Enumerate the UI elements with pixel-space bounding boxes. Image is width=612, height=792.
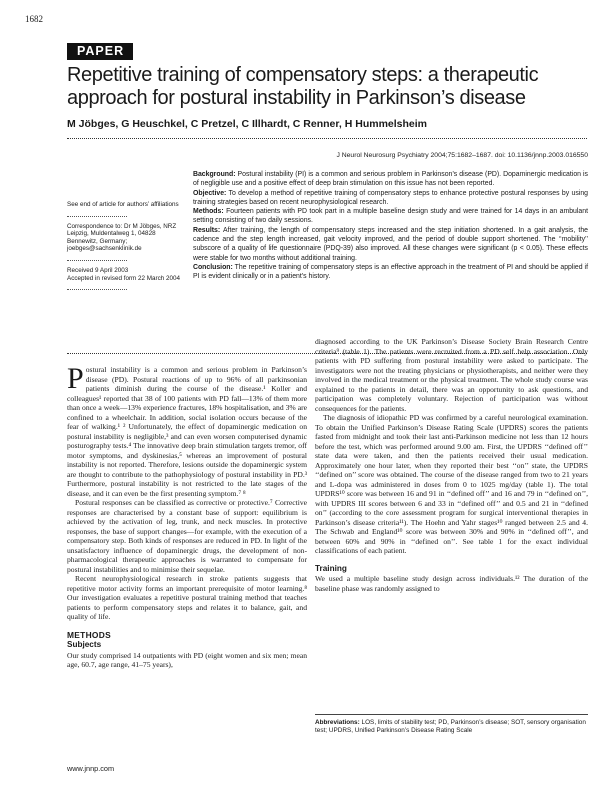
paragraph: We used a multiple baseline study design across individuals.¹² The duration of the baseline phase was randomly assigned to [315,574,588,593]
abbreviations-text: LOS, limits of stability test; PD, Parkinson’s disease; SOT, sensory organisation test; UPDRS, Unified Parkinson’s Disease Rating Scale [315,719,586,734]
abstract-results-label: Results: [193,226,221,234]
sidebar-divider [67,216,127,217]
paragraph: ostural instability is a common and serious problem in Parkinson’s disease (PD). Postural reactions of up to 96% of all parkinsonian patients diminish during the course of the disease.¹ Koller and colleagues¹ reported that 38 of 100 patients with PD fall—13% of them more than once a week—13% experience fractures, 18% hospitalisation, and 3% are confined to a wheelchair. In addition, social isolation occurs because of the fear of walking.¹ ² Unfortunately, the effect of dopaminergic medication on postural instability is negligible,³ and can even worsen computerised dynamic posturography tests.⁴ The innovative deep brain stimulation targets tremor, off motor symptoms, and dyskinesias,⁵ whereas an improvement of postural instability is not reported. Therefore, lesions outside the dopaminergic system are thought to contribute to the pathophysiology of postural instability in PD.³ Furthermore, postural instability is not restricted to the late stages of the disease, and it can even be the first presenting symptom.⁷ ⁸ [67,365,307,498]
article-sidebar [67,201,185,290]
affiliations-note: See end of article for authors’ affiliations [67,201,179,208]
body-column-left [67,362,307,670]
subsection-heading-subjects: Subjects [67,640,102,649]
correspondence-address: Correspondence to: Dr M Jöbges, NRZ Leipzig, Muldentalweg 1, 04828 Bennewitz, Germany; joebges@sachsenklinik.de [67,222,177,253]
citation-line: J Neurol Neurosurg Psychiatry 2004;75:1682–1687. doi: 10.1136/jnnp.2003.016550 [336,152,588,159]
abstract-objective-label: Objective: [193,189,227,197]
abstract-results [193,226,588,263]
abstract-results-text: After training, the length of compensatory steps increased and the step initiation shortened. In a gait analysis, the cadence and the step length increased, gait velocity improved, and the period of double support shortened. The ‘‘mobility’’ subscore of a quality of life questionnaire (PDQ-39) also improved. All these changes were significant (p < 0.05). These effects were stable for two months without additional training. [193,226,588,262]
abbreviations-rule [315,714,588,715]
body-column-right [315,337,588,593]
paragraph: The diagnosis of idiopathic PD was confirmed by a careful neurological examination. To obtain the Unified Parkinson’s Disease Rating Scale (UPDRS) scores the patients fasted from midnight and took their last anti-Parkinson medicine not less than 12 hours before the test, which was performed around 9.00 am. First, the UPDRS ‘‘defined off’’ state data were taken, and then the patients received their usual medication. Approximately one hour later, when they reported their best ‘‘on’’ state, the UPDRS ‘‘defined on’’ score was obtained. The course of the disease ranged from two to 21 years and L-dopa was administered in doses from 0 to 1025 mg/day (table 1). The total UPDRS¹⁰ score was between 16 and 91 in ‘‘defined off’’ and 16 and 79 in ‘‘defined on’’, with UPDRS III scores between 6 and 33 in ‘‘defined off’’ and 0.5 and 21 in ‘‘defined on’’ (according to the core assessment program for surgical interventional therapies in Parkinson’s disease criteria¹¹). The Hoehn and Yahr stages¹⁰ ranged between 2.5 and 4. The Schwab and England¹⁰ score was between 30% and 90% in ‘‘defined off’’, and between 60% and 90% in ‘‘defined on’’. See table 1 for the exact individual classifications of each patient. [315,413,588,555]
drop-cap: P [67,362,84,395]
abstract-objective [193,189,588,208]
paragraph: Our study comprised 14 outpatients with PD (eight women and six men; mean age, 60.7, age range, 41–75 years), [67,650,307,669]
paragraph: Recent neurophysiological research in stroke patients suggests that repetitive motor activity forms an important prerequisite of motor learning.⁸ Our investigation evaluates a repetitive postural training method that teaches patients to perform compensatory steps and relates it to balance, gait, and quality of life. [67,574,307,621]
author-list: M Jöbges, G Heuschkel, C Pretzel, C Illhardt, C Renner, H Hummelsheim [67,118,428,130]
paragraph: diagnosed according to the UK Parkinson’s Disease Society Brain Research Centre criteria⁹ (table 1). The patients were recruited from a PD self help association. Only patients with PD suffering from postural instability were asked to participate. The investigators were not the treating physicians or physiotherapists, and neither were they involved in the medical treatment or the physical treatment. The whole study course was explained to the patients in detail, there was an opportunity to ask questions, and participation was completely voluntary. Rejection of participation was without consequences for the patients. [315,337,588,413]
title-divider [67,138,587,139]
abstract-conclusion [193,263,588,282]
abstract [193,170,588,282]
accepted-date: Accepted in revised form 22 March 2004 [67,274,181,282]
page-number: 1682 [25,14,43,24]
abstract-background [193,170,588,189]
article-title: Repetitive training of compensatory steps: a therapeutic approach for postural instability in Parkinson’s disease [67,64,539,109]
abstract-methods [193,207,588,226]
section-heading-methods: METHODS [67,629,111,640]
abbreviations-box [315,714,588,735]
abstract-methods-text: Fourteen patients with PD took part in a multiple baseline design study and were trained for 14 days in an ambulant setting consisting of two daily sessions. [193,208,588,225]
footer-link[interactable]: www.jnnp.com [67,764,115,773]
subsection-heading-training: Training [315,563,347,573]
sidebar-divider [67,260,127,261]
abstract-conclusion-label: Conclusion: [193,263,233,271]
section-label: PAPER [67,43,133,60]
abstract-background-label: Background: [193,171,236,178]
sidebar-divider [67,289,127,290]
paragraph: Postural responses can be classified as corrective or protective.⁷ Corrective responses are characterised by a constant base of support: equilibrium is achieved by the activation of leg, trunk, and neck muscles. In protective responses, the base of support changes—for example, with the execution of a compensatory step. Both kinds of responses are reduced in PD. In light of the unsatisfactory influence of dopaminergic drugs, the development of non-pharmacological therapeutic approaches is warranted to compensate for postural instabilities and to minimise their sequelae. [67,498,307,574]
abstract-objective-text: To develop a method of repetitive training of compensatory steps to enhance protective postural responses by using training strategies based on recent neurophysiological research. [193,189,589,206]
abstract-methods-label: Methods: [193,208,224,216]
abbreviations-label: Abbreviations: [315,719,360,726]
received-date: Received 9 April 2003 [67,266,129,274]
abstract-background-text: Postural instability (PI) is a common and serious problem in Parkinson’s disease (PD). Dopaminergic medication is of negligible use and a positive effect of deep brain stimulation on this issue has not been reported. [193,171,588,188]
abstract-conclusion-text: The repetitive training of compensatory steps is an effective approach in the treatment of PI and should be applied if PI is evident clinically or in a patient’s history. [193,263,588,281]
